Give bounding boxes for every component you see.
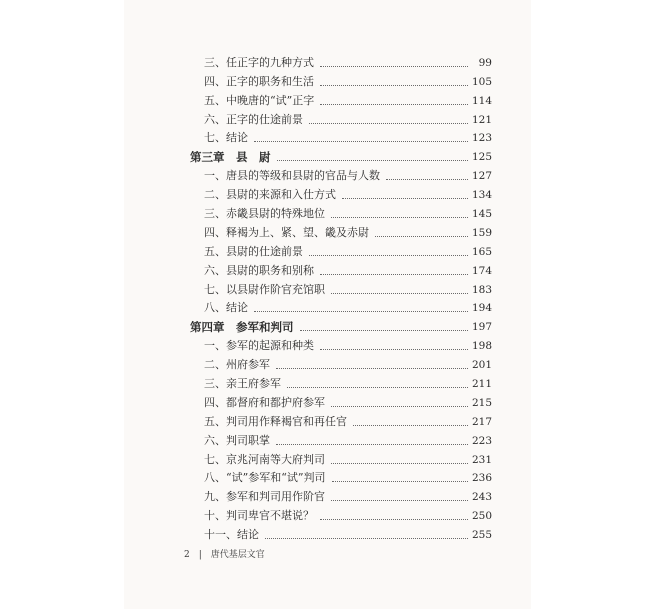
toc-entry-row (190, 485, 492, 504)
toc-entry-title: 十、判司卑官不堪说？ (204, 509, 314, 523)
toc-page-number: 125 (471, 151, 492, 164)
toc-entry-row (190, 467, 492, 486)
toc-page-number: 243 (471, 491, 492, 504)
toc-page-number: 211 (471, 378, 492, 391)
dot-leader (331, 500, 468, 501)
dot-leader (254, 311, 468, 312)
toc-entry-title: 二、州府参军 (204, 358, 270, 372)
toc-entry-row (190, 127, 492, 146)
toc-entry-row (190, 372, 492, 391)
dot-leader (309, 123, 468, 124)
toc-entry-row (190, 89, 492, 108)
toc-page-number: 127 (471, 170, 492, 183)
toc-entry-title: 六、判司职掌 (204, 433, 270, 447)
toc-page-number: 217 (471, 415, 492, 428)
dot-leader (320, 519, 468, 520)
dot-leader (353, 425, 468, 426)
dot-leader (331, 406, 468, 407)
toc-entry-row (190, 278, 492, 297)
toc-page-number: 201 (471, 359, 492, 372)
toc-page-number: 194 (471, 302, 492, 315)
toc-chapter-row (190, 315, 492, 334)
dot-leader (320, 274, 468, 275)
toc-entry-row (190, 108, 492, 127)
toc-entry-row (190, 448, 492, 467)
toc-entry-title: 六、县尉的职务和别称 (204, 263, 314, 277)
toc-page-number: 231 (471, 453, 492, 466)
dot-leader (309, 255, 468, 256)
toc-entry-title: 七、以县尉作阶官充馆职 (204, 282, 325, 296)
dot-leader (276, 368, 468, 369)
toc-entry-row (190, 202, 492, 221)
dot-leader (320, 66, 468, 67)
toc-entry-row (190, 504, 492, 523)
toc-entry-row (190, 183, 492, 202)
table-of-contents (190, 51, 492, 542)
toc-entry-row (190, 334, 492, 353)
dot-leader (331, 463, 468, 464)
dot-leader (320, 85, 468, 86)
dot-leader (276, 444, 468, 445)
toc-entry-row (190, 51, 492, 70)
toc-entry-title: 一、参军的起源和种类 (204, 339, 314, 353)
toc-page-number: 114 (471, 94, 492, 107)
toc-page-number: 145 (471, 208, 492, 221)
toc-page-number: 183 (471, 283, 492, 296)
toc-page-number: 123 (471, 132, 492, 145)
toc-entry-row (190, 391, 492, 410)
toc-chapter-title: 第三章 县 尉 (190, 150, 271, 165)
toc-entry-title: 七、京兆河南等大府判司 (204, 452, 325, 466)
toc-entry-row (190, 240, 492, 259)
toc-page-number: 250 (471, 510, 492, 523)
dot-leader (331, 217, 468, 218)
dot-leader (331, 293, 468, 294)
toc-entry-title: 五、中晚唐的“试”正字 (204, 93, 315, 107)
toc-entry-title: 四、释褐为上、紧、望、畿及赤尉 (204, 225, 369, 239)
toc-page-number: 198 (471, 340, 492, 353)
dot-leader (332, 481, 468, 482)
toc-page-number: 99 (478, 56, 492, 69)
toc-entry-row (190, 429, 492, 448)
toc-page-number: 159 (471, 226, 492, 239)
toc-page-number: 105 (471, 75, 492, 88)
footer-separator: | (198, 550, 202, 560)
toc-page-number: 197 (471, 321, 492, 334)
dot-leader (386, 179, 468, 180)
toc-page-number: 223 (471, 434, 492, 447)
dot-leader (375, 236, 468, 237)
toc-entry-row (190, 221, 492, 240)
toc-entry-row (190, 353, 492, 372)
dot-leader (254, 141, 468, 142)
toc-entry-title: 六、正字的仕途前景 (204, 112, 303, 126)
toc-page-number: 174 (471, 264, 492, 277)
toc-entry-title: 九、参军和判司用作阶官 (204, 490, 325, 504)
toc-page-number: 121 (471, 113, 492, 126)
toc-entry-row (190, 410, 492, 429)
toc-chapter-title: 第四章 参军和判司 (190, 320, 294, 335)
dot-leader (320, 104, 468, 105)
toc-page-number: 215 (471, 396, 492, 409)
toc-entry-row (190, 259, 492, 278)
toc-entry-title: 七、结论 (204, 131, 248, 145)
toc-entry-title: 四、都督府和都护府参军 (204, 395, 325, 409)
toc-entry-title: 二、县尉的来源和入仕方式 (204, 188, 336, 202)
toc-entry-row (190, 164, 492, 183)
toc-entry-title: 五、县尉的仕途前景 (204, 244, 303, 258)
toc-entry-title: 三、赤畿县尉的特殊地位 (204, 207, 325, 221)
page-footer (184, 547, 265, 560)
toc-entry-title: 一、唐县的等级和县尉的官品与人数 (204, 169, 380, 183)
footer-page-number: 2 (184, 550, 190, 560)
footer-book-title: 唐代基层文官 (210, 550, 265, 560)
toc-entry-title: 三、任正字的九种方式 (204, 55, 314, 69)
toc-page-number: 236 (471, 472, 492, 485)
toc-entry-row (190, 523, 492, 542)
toc-entry-title: 八、结论 (204, 301, 248, 315)
dot-leader (265, 538, 468, 539)
dot-leader (277, 160, 468, 161)
toc-chapter-row (190, 145, 492, 164)
toc-page-number: 255 (471, 529, 492, 542)
toc-entry-title: 十一、结论 (204, 528, 259, 542)
toc-entry-row (190, 70, 492, 89)
toc-page-number: 165 (471, 245, 492, 258)
toc-entry-title: 五、判司用作释褐官和再任官 (204, 414, 347, 428)
dot-leader (320, 349, 468, 350)
toc-entry-title: 三、亲王府参军 (204, 377, 281, 391)
dot-leader (342, 198, 468, 199)
toc-page-number: 134 (471, 189, 492, 202)
dot-leader (287, 387, 468, 388)
toc-entry-title: 八、“试”参军和“试”判司 (204, 471, 326, 485)
dot-leader (300, 330, 468, 331)
toc-entry-row (190, 297, 492, 316)
toc-entry-title: 四、正字的职务和生活 (204, 74, 314, 88)
